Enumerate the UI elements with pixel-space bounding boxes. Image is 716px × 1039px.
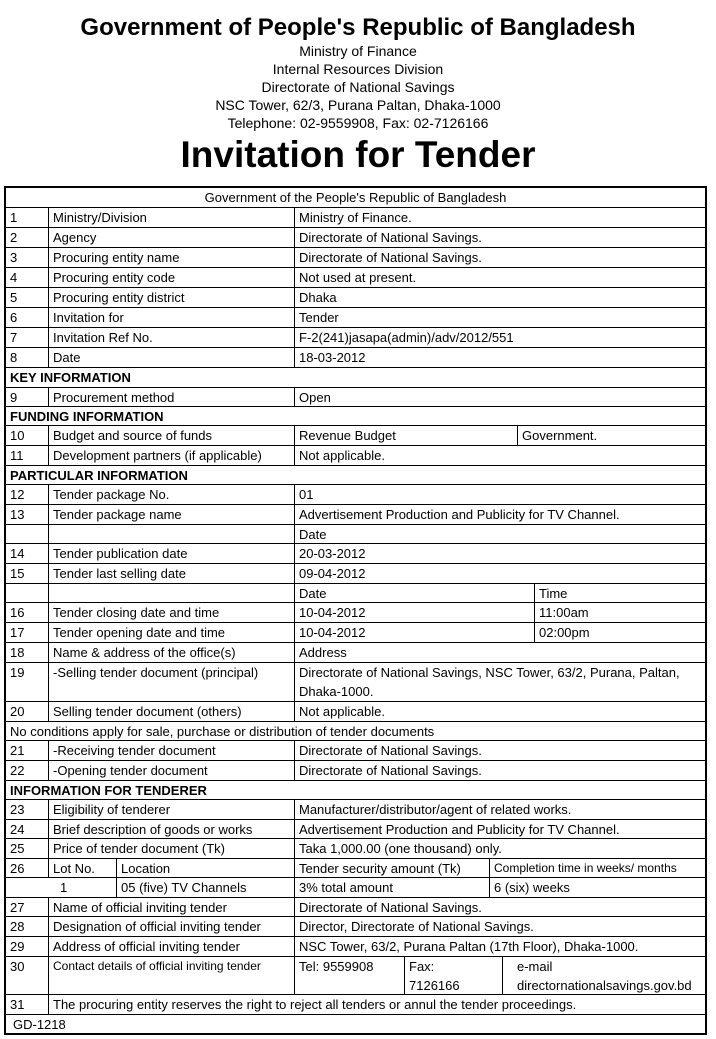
row-label: Name of official inviting tender [48, 898, 294, 916]
government-name: Government of People's Republic of Bangladesh [80, 14, 636, 41]
row-number: 5 [10, 290, 18, 305]
table-row [6, 446, 705, 466]
location-header: Location [116, 859, 294, 877]
row-number: 6 [10, 310, 18, 325]
lot-completion: 6 (six) weeks [489, 878, 705, 897]
row-number-empty [6, 584, 48, 602]
row-number: 27 [10, 900, 25, 915]
table-row [6, 228, 705, 248]
row-label: Brief description of goods or works [48, 820, 294, 838]
row-time: 02:00pm [534, 623, 705, 642]
row-number: 12 [10, 487, 25, 502]
row-label: Tender publication date [48, 544, 294, 563]
section-heading-row [6, 781, 705, 800]
row-label: Address of official inviting tender [48, 937, 294, 956]
row-value: 09-04-2012 [294, 564, 705, 583]
table-row [6, 248, 705, 268]
table-row [6, 208, 705, 228]
row-number: 2 [10, 230, 18, 245]
table-row [6, 937, 705, 957]
table-row [6, 741, 705, 761]
row-value: 18-03-2012 [294, 348, 705, 367]
row-label: Procurement method [48, 388, 294, 406]
section-heading: FUNDING INFORMATION [10, 409, 164, 424]
row-label: Date [48, 348, 294, 367]
row-number: 21 [10, 743, 25, 758]
row-value: Not used at present. [294, 268, 705, 287]
row-value: Directorate of National Savings. [294, 741, 705, 760]
row-label: Agency [48, 228, 294, 247]
lot-location: 05 (five) TV Channels [116, 878, 294, 897]
section-heading: KEY INFORMATION [10, 370, 131, 385]
row-label: Procuring entity code [48, 268, 294, 287]
contact-fax: Fax: 7126166 [404, 957, 502, 994]
row-label: -Receiving tender document [48, 741, 294, 760]
table-row [6, 603, 705, 623]
time-column-header: Time [534, 584, 705, 602]
table-row [6, 800, 705, 820]
row-value: Manufacturer/distributor/agent of related works. [294, 800, 705, 819]
row-value: Director, Directorate of National Savings. [294, 917, 705, 936]
row-label: Tender package name [48, 505, 294, 524]
row-value: Not applicable. [294, 702, 705, 721]
row-label: Tender package No. [48, 485, 294, 504]
tender-table [4, 186, 707, 1035]
row-value: 20-03-2012 [294, 544, 705, 563]
row-label: Name & address of the office(s) [48, 643, 294, 662]
footer-row [6, 1015, 705, 1034]
row-value: Directorate of National Savings. [294, 898, 705, 916]
table-row [6, 820, 705, 839]
table-row [6, 839, 705, 859]
row-label: Procuring entity name [48, 248, 294, 267]
table-row [6, 505, 705, 525]
section-heading: INFORMATION FOR TENDERER [10, 783, 207, 798]
division-name: Internal Resources Division [272, 61, 444, 77]
section-heading-row [6, 407, 705, 426]
row-number: 31 [10, 997, 25, 1012]
row-number: 9 [10, 390, 18, 405]
table-row [6, 388, 705, 407]
table-row [6, 268, 705, 288]
directorate-name: Directorate of National Savings [261, 79, 455, 95]
contact-email: e-mail directornationalsavings.gov.bd [502, 957, 705, 994]
row-number: 8 [10, 350, 18, 365]
row-value: Not applicable. [294, 446, 705, 465]
row-label: Invitation for [48, 308, 294, 327]
row-number: 15 [10, 566, 25, 581]
table-row [6, 426, 705, 446]
note-row [6, 722, 705, 741]
row-number: 24 [10, 822, 25, 837]
row-value: Taka 1,000.00 (one thousand) only. [294, 839, 705, 858]
row-value: Revenue Budget [294, 426, 517, 445]
row-label: -Selling tender document (principal) [48, 663, 294, 701]
section-heading-row [6, 368, 705, 388]
row-label: Ministry/Division [48, 208, 294, 227]
row-value: Address [294, 643, 705, 662]
row-number: 30 [10, 959, 25, 974]
table-row [6, 308, 705, 328]
table-row [6, 564, 705, 584]
row-label: Tender closing date and time [48, 603, 294, 622]
row-value: Advertisement Production and Publicity for TV Channel. [294, 820, 705, 838]
office-telephone: Telephone: 02-9559908, Fax: 02-7126166 [227, 115, 489, 131]
row-label: Eligibility of tenderer [48, 800, 294, 819]
completion-header: Completion time in weeks/ months [489, 859, 705, 877]
security-header: Tender security amount (Tk) [294, 859, 489, 877]
row-value: 01 [294, 485, 705, 504]
table-caption: Government of the People's Republic of Bangladesh [204, 190, 507, 205]
row-number: 4 [10, 270, 18, 285]
row-number: 22 [10, 763, 25, 778]
row-number: 10 [10, 428, 25, 443]
row-number: 3 [10, 250, 18, 265]
table-row [6, 623, 705, 643]
row-number: 1 [10, 210, 18, 225]
table-row [6, 898, 705, 917]
table-row [6, 957, 705, 995]
subheader-row [6, 525, 705, 544]
table-row [6, 663, 705, 702]
table-row [6, 995, 705, 1015]
table-caption-row [6, 188, 705, 208]
row-value: 10-04-2012 [294, 623, 534, 642]
reservation-statement: The procuring entity reserves the right to reject all tenders or annul the tender proceedings. [48, 995, 705, 1014]
table-row [6, 348, 705, 368]
office-address: NSC Tower, 62/3, Purana Paltan, Dhaka-1000 [215, 97, 501, 113]
table-row [6, 643, 705, 663]
table-row [6, 761, 705, 781]
row-number: 7 [10, 330, 18, 345]
lot-header-row [6, 859, 705, 878]
row-value: Tender [294, 308, 705, 327]
row-value: Ministry of Finance. [294, 208, 705, 227]
row-label: -Opening tender document [48, 761, 294, 780]
conditions-note: No conditions apply for sale, purchase or distribution of tender documents [10, 724, 435, 739]
row-label: Procuring entity district [48, 288, 294, 307]
row-value: Dhaka [294, 288, 705, 307]
table-row [6, 917, 705, 937]
row-number-empty [6, 878, 48, 897]
row-label: Tender opening date and time [48, 623, 294, 642]
row-label: Tender last selling date [48, 564, 294, 583]
row-number: 29 [10, 939, 25, 954]
row-value: NSC Tower, 63/2, Purana Paltan (17th Floor), Dhaka-1000. [294, 937, 705, 956]
row-label: Selling tender document (others) [48, 702, 294, 721]
table-row [6, 328, 705, 348]
row-label: Development partners (if applicable) [48, 446, 294, 465]
date-column-header: Date [294, 584, 534, 602]
ministry-name: Ministry of Finance [299, 43, 417, 59]
row-number: 13 [10, 507, 25, 522]
row-value: Directorate of National Savings, NSC Tower, 63/2, Purana, Paltan, Dhaka-1000. [294, 663, 705, 701]
lot-security: 3% total amount [294, 878, 489, 897]
subheader-row [6, 584, 705, 603]
notice-header [0, 0, 716, 175]
contact-telephone: Tel: 9559908 [294, 957, 404, 994]
row-number: 16 [10, 605, 25, 620]
lot-row [6, 878, 705, 898]
row-label: Contact details of official inviting tender [48, 957, 294, 994]
row-time: 11:00am [534, 603, 705, 622]
row-number: 26 [10, 861, 25, 876]
table-row [6, 485, 705, 505]
lot-number: 1 [60, 880, 68, 895]
row-number: 23 [10, 802, 25, 817]
row-number: 17 [10, 625, 25, 640]
section-heading-row [6, 466, 705, 485]
row-number: 20 [10, 704, 25, 719]
row-number: 18 [10, 645, 25, 660]
lot-header: Lot No. [48, 859, 116, 877]
section-heading: PARTICULAR INFORMATION [10, 468, 188, 483]
row-number: 25 [10, 841, 25, 856]
row-value: Directorate of National Savings. [294, 761, 705, 780]
row-number: 28 [10, 919, 25, 934]
date-column-header: Date [294, 525, 705, 543]
row-value: Directorate of National Savings. [294, 248, 705, 267]
row-value: 10-04-2012 [294, 603, 534, 622]
table-row [6, 288, 705, 308]
table-row [6, 544, 705, 564]
row-label-empty [48, 525, 294, 543]
row-value-secondary: Government. [517, 426, 705, 445]
row-label: Budget and source of funds [48, 426, 294, 445]
row-number: 19 [10, 665, 25, 680]
row-label-empty [48, 584, 294, 602]
row-label: Price of tender document (Tk) [48, 839, 294, 858]
row-number: 14 [10, 546, 25, 561]
row-value: F-2(241)jasapa(admin)/adv/2012/551 [294, 328, 705, 347]
footer-code: GD-1218 [13, 1017, 66, 1032]
row-number-empty [6, 525, 48, 543]
table-row [6, 702, 705, 722]
row-label: Invitation Ref No. [48, 328, 294, 347]
notice-title: Invitation for Tender [180, 134, 536, 175]
row-number: 11 [10, 448, 24, 463]
row-value: Advertisement Production and Publicity for TV Channel. [294, 505, 705, 524]
row-value: Directorate of National Savings. [294, 228, 705, 247]
row-label: Designation of official inviting tender [48, 917, 294, 936]
row-value: Open [294, 388, 705, 406]
